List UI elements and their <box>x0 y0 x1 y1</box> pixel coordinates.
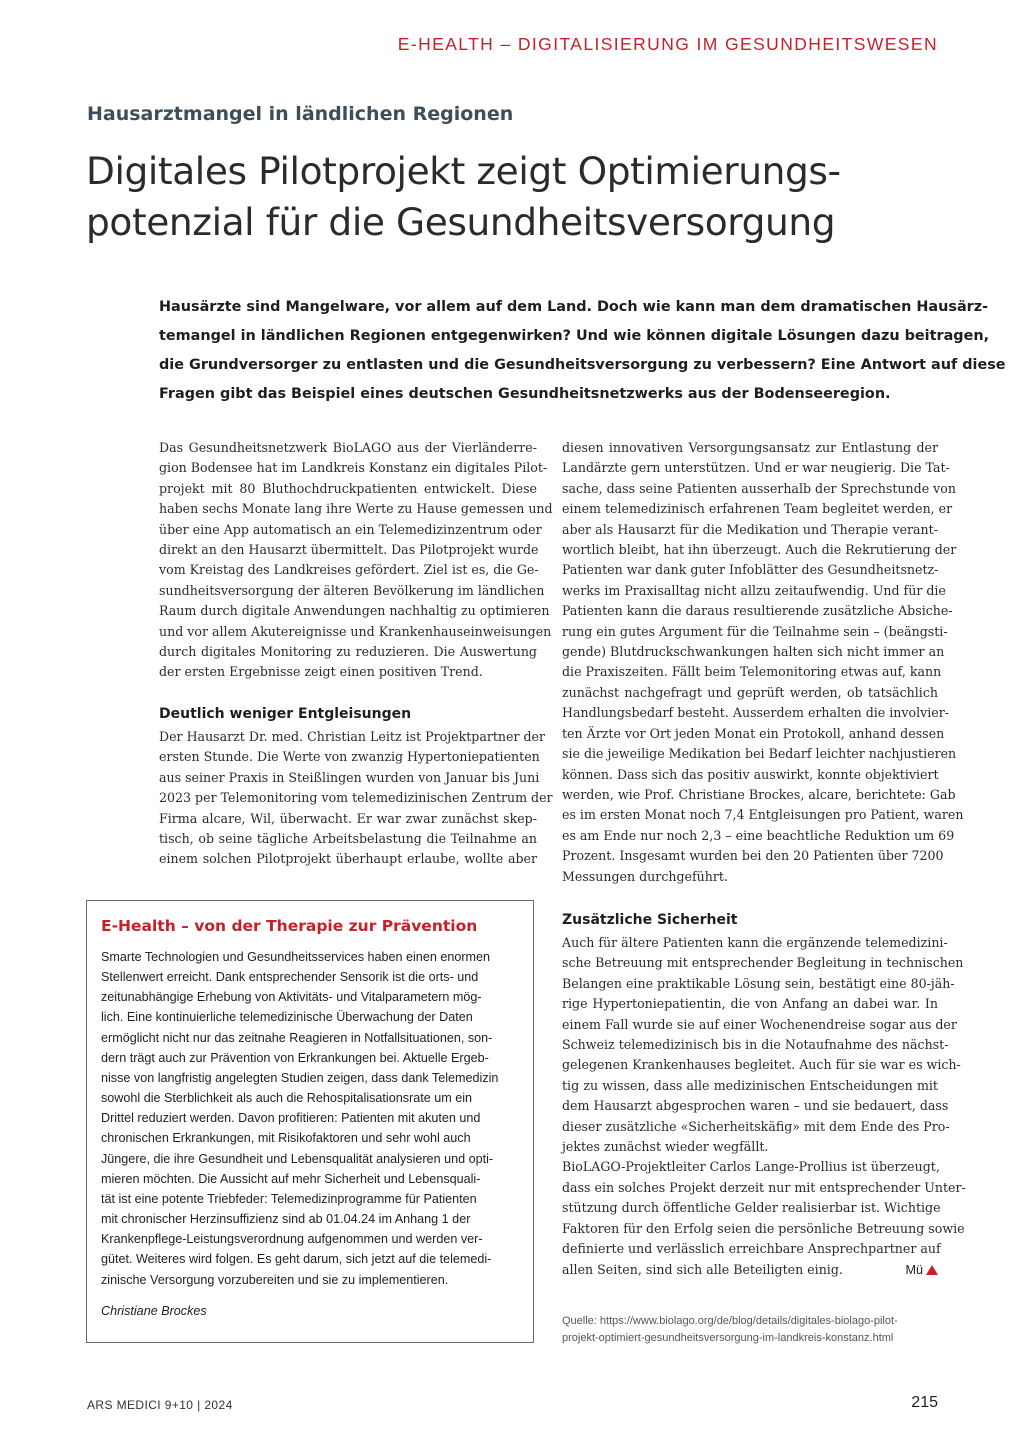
text-line: projekt mit 80 Bluthochdruckpatienten entwickelt. Diese <box>159 480 537 496</box>
box-line: lich. Eine kontinuierliche telemedizinische Überwachung der Daten <box>101 1010 473 1025</box>
text-line: Faktoren für den Erfolg seien die persönliche Betreuung sowie <box>562 1220 965 1236</box>
text-line: Messungen durchgeführt. <box>562 868 728 884</box>
text-line: Patienten kann die daraus resultierende zusätzliche Absiche- <box>562 603 953 619</box>
text-line: jektes zunächst wieder wegfällt. <box>562 1139 769 1155</box>
box-line: mieren möchten. Die Aussicht auf mehr Sicherheit und Lebensquali- <box>101 1171 481 1186</box>
text-line: rige Hypertoniepatientin, die von Anfang an dabei war. In <box>562 996 938 1012</box>
text-line: durch digitales Monitoring zu reduzieren. Die Auswertung <box>159 644 537 660</box>
text-line: es am Ende nur noch 2,3 – eine beachtliche Reduktion um 69 <box>562 827 955 843</box>
box-line: tät ist eine potente Triebfeder: Telemedizinprogramme für Patienten <box>101 1191 477 1206</box>
paragraph-intro <box>159 438 553 683</box>
text-line: Raum durch digitale Anwendungen nachhaltig zu optimieren <box>159 603 550 619</box>
article-lead <box>159 293 1006 409</box>
text-line: dass ein solches Projekt derzeit nur mit entsprechender Unter- <box>562 1179 966 1195</box>
source-line: projekt-optimiert-gesundheitsversorgung-im-landkreis-konstanz.html <box>562 1332 894 1344</box>
text-line: sundheitsversorgung der älteren Bevölkerung im ländlichen <box>159 582 545 598</box>
box-line: zeitunabhängige Erhebung von Aktivitäts- und Vitalparametern mög- <box>101 990 482 1005</box>
article-kicker: Hausarztmangel in ländlichen Regionen <box>87 103 514 125</box>
box-line: Stellenwert erreicht. Dank entsprechender Sensorik ist die orts- und <box>101 970 479 985</box>
text-line: Landärzte gern unterstützen. Und er war neugierig. Die Tat- <box>562 460 950 476</box>
text-line: zunächst nachgefragt und geprüft werden, ob tatsächlich <box>562 684 938 700</box>
text-line: dem Hausarzt abgesprochen waren – und sie bedauert, dass <box>562 1098 949 1114</box>
text-line: Das Gesundheitsnetzwerk BioLAGO aus der Vierländerre- <box>159 440 537 455</box>
text-line: tisch, ob seine tägliche Arbeitsbelastung die Teilnahme an <box>159 831 537 847</box>
box-line: chronischen Erkrankungen, mit Risikofaktoren und sehr wohl auch <box>101 1131 471 1146</box>
end-mark-triangle-icon <box>926 1265 938 1275</box>
text-line: allen Seiten, sind sich alle Beteiligten einig. <box>562 1261 843 1277</box>
text-line: Der Hausarzt Dr. med. Christian Leitz ist Projektpartner der <box>159 729 546 744</box>
page-number: 215 <box>911 1394 938 1411</box>
text-line: wortlich bleibt, hat ihn überzeugt. Auch die Rekrutierung der <box>562 542 957 558</box>
text-line: aus seiner Praxis in Steißlingen wurden von Januar bis Juni <box>159 769 540 785</box>
text-line: es im ersten Monat noch 7,4 Entgleisungen pro Patient, waren <box>562 807 964 823</box>
text-line: rung ein gutes Argument für die Teilnahme sein – (beängsti- <box>562 623 948 639</box>
author-signature <box>906 1260 939 1280</box>
text-line: aber als Hausarzt für die Medikation und Therapie verant- <box>562 521 938 537</box>
text-line: Prozent. Insgesamt wurden bei den 20 Patienten über 7200 <box>562 848 944 864</box>
text-line: ersten Stunde. Die Werte von zwanzig Hypertoniepatienten <box>159 749 540 765</box>
text-line: 2023 per Telemonitoring vom telemedizinischen Zentrum der <box>159 790 553 806</box>
text-line: dieser zusätzliche «Sicherheitskäfig» mit dem Ende des Pro- <box>562 1118 950 1134</box>
text-line: Auch für ältere Patienten kann die ergänzende telemedizini- <box>562 935 948 950</box>
text-line: die Praxiszeiten. Fällt beim Telemonitoring etwas auf, kann <box>562 664 942 680</box>
text-line: tig zu wissen, dass alle medizinischen Entscheidungen mit <box>562 1077 938 1093</box>
text-line: und vor allem Akutereignisse und Krankenhauseinweisungen <box>159 623 552 639</box>
text-line: Belangen eine praktikable Lösung sein, bestätigt eine 80-jäh- <box>562 975 955 991</box>
info-box-title: E-Health – von der Therapie zur Prävention <box>101 917 478 935</box>
text-line: können. Dass sich das positiv auswirkt, konnte objektiviert <box>562 766 939 782</box>
text-line: sche Betreuung mit entsprechender Begleitung in technischen <box>562 955 964 971</box>
text-line: gelegenen Krankenhauses begleitet. Auch für sie war es wich- <box>562 1057 961 1073</box>
box-line: Smarte Technologien und Gesundheitsservices haben einen enormen <box>101 950 491 964</box>
text-line: direkt an den Hausarzt übermittelt. Das Pilotprojekt wurde <box>159 542 539 558</box>
box-line: zinische Versorgung vorzubereiten und sie zu implementieren. <box>101 1272 449 1287</box>
section-header: E-HEALTH – DIGITALISIERUNG IM GESUNDHEITSWESEN <box>397 34 938 54</box>
text-line: über eine App automatisch an ein Telemedizinzentrum oder <box>159 521 542 537</box>
lead-line: Fragen gibt das Beispiel eines deutschen Gesundheitsnetzwerks aus der Bodenseeregion. <box>159 386 891 402</box>
signature-initials: Mü <box>905 1262 923 1277</box>
subheading-entgleisungen: Deutlich weniger Entgleisungen <box>159 706 412 722</box>
box-line: nisse von langfristig angelegten Studien zeigen, dass dank Telemedizin <box>101 1070 499 1085</box>
text-line: einem solchen Pilotprojekt überhaupt erlaube, wollte aber <box>159 851 537 867</box>
body-column-left <box>159 438 553 683</box>
box-line: Drittel reduziert werden. Davon profitieren: Patienten mit akuten und <box>101 1111 481 1126</box>
text-line: gion Bodensee hat im Landkreis Konstanz ein digitales Pilot- <box>159 460 548 476</box>
text-line: definierte und verlässlich erreichbare Ansprechpartner auf <box>562 1241 941 1257</box>
text-line: Schweiz telemedizinisch bis in die Notaufnahme des nächst- <box>562 1037 949 1053</box>
box-line: dern trägt auch zur Prävention von Erkrankungen bei. Aktuelle Ergeb- <box>101 1050 489 1065</box>
title-line: potenzial für die Gesundheitsversorgung <box>86 200 836 244</box>
text-line: Patienten war dank guter Infoblätter des Gesundheitsnetz- <box>562 562 939 578</box>
body-column-right <box>562 438 964 887</box>
text-line: einem Fall wurde sie auf einer Wochenendreise sogar aus der <box>562 1016 957 1032</box>
text-line: vom Kreistag des Landkreises gefördert. Ziel ist es, die Ge- <box>159 562 539 578</box>
box-line: gütet. Weiteres wird folgen. Es geht darum, sich jetzt auf die telemedi- <box>101 1252 492 1267</box>
text-line: ten Ärzte vor Ort jeden Monat ein Protokoll, anhand dessen <box>562 725 945 741</box>
text-line: BioLAGO-Projektleiter Carlos Lange-Prollius ist überzeugt, <box>562 1159 940 1175</box>
body-column-left-section <box>159 727 553 870</box>
text-line: haben sechs Monate lang ihre Werte zu Hause gemessen und <box>159 501 553 517</box>
info-box-author: Christiane Brockes <box>101 1304 207 1318</box>
text-line: diesen innovativen Versorgungsansatz zur Entlastung der <box>562 440 938 455</box>
box-line: sowohl die Sterblichkeit als auch die Rehospitalisationsrate um ein <box>101 1091 473 1106</box>
text-line: gende) Blutdruckschwankungen halten sich nicht immer an <box>562 644 945 660</box>
source-line: Quelle: https://www.biolago.org/de/blog/details/digitales-biolago-pilot- <box>562 1315 898 1327</box>
text-line: Handlungsbedarf besteht. Ausserdem erhalten die involvier- <box>562 705 949 721</box>
info-box-ehealth <box>86 900 534 1343</box>
text-line: sache, dass seine Patienten ausserhalb der Sprechstunde von <box>562 480 956 496</box>
info-box-body <box>101 947 519 1290</box>
box-line: mit chronischer Herzinsuffizienz sind ab 01.04.24 im Anhang 1 der <box>101 1212 471 1227</box>
text-line: der ersten Ergebnisse zeigt einen positiven Trend. <box>159 664 483 680</box>
lead-line: Hausärzte sind Mangelware, vor allem auf dem Land. Doch wie kann man dem dramatischen Hausärz- <box>159 299 989 315</box>
text-line: sie die jeweilige Medikation bei Bedarf leichter nachjustieren <box>562 746 957 762</box>
journal-issue: ARS MEDICI 9+10 | 2024 <box>87 1398 233 1412</box>
text-line: Firma alcare, Wil, überwacht. Er war zwar zunächst skep- <box>159 810 537 826</box>
source-note <box>562 1313 942 1347</box>
lead-line: die Grundversorger zu entlasten und die Gesundheitsversorgung zu verbessern? Eine Antwort auf diese <box>159 357 1006 373</box>
box-line: ermöglicht nicht nur das zeitnahe Reagieren in Notfallsituationen, son- <box>101 1030 493 1045</box>
closing-line <box>562 1260 938 1280</box>
box-line: Jüngere, die ihre Gesundheit und Lebensqualität analysieren und opti- <box>101 1151 494 1166</box>
article-title <box>86 146 966 248</box>
box-line: Krankenpflege-Leistungsverordnung aufgenommen und werden ver- <box>101 1232 483 1247</box>
body-column-right-section <box>562 933 966 1280</box>
text-line: werks im Praxisalltag nicht allzu zeitaufwendig. Und für die <box>562 582 946 598</box>
text-line: werden, wie Prof. Christiane Brockes, alcare, berichtete: Gab <box>562 786 956 802</box>
subheading-sicherheit: Zusätzliche Sicherheit <box>562 912 738 928</box>
text-line: einem telemedizinisch erfahrenen Team begleitet werden, er <box>562 501 953 517</box>
title-line: Digitales Pilotprojekt zeigt Optimierungs- <box>86 149 841 193</box>
text-line: stützung durch öffentliche Gelder realisierbar ist. Wichtige <box>562 1200 941 1216</box>
lead-line: temangel in ländlichen Regionen entgegenwirken? Und wie können digitale Lösungen dazu beitragen, <box>159 328 990 344</box>
